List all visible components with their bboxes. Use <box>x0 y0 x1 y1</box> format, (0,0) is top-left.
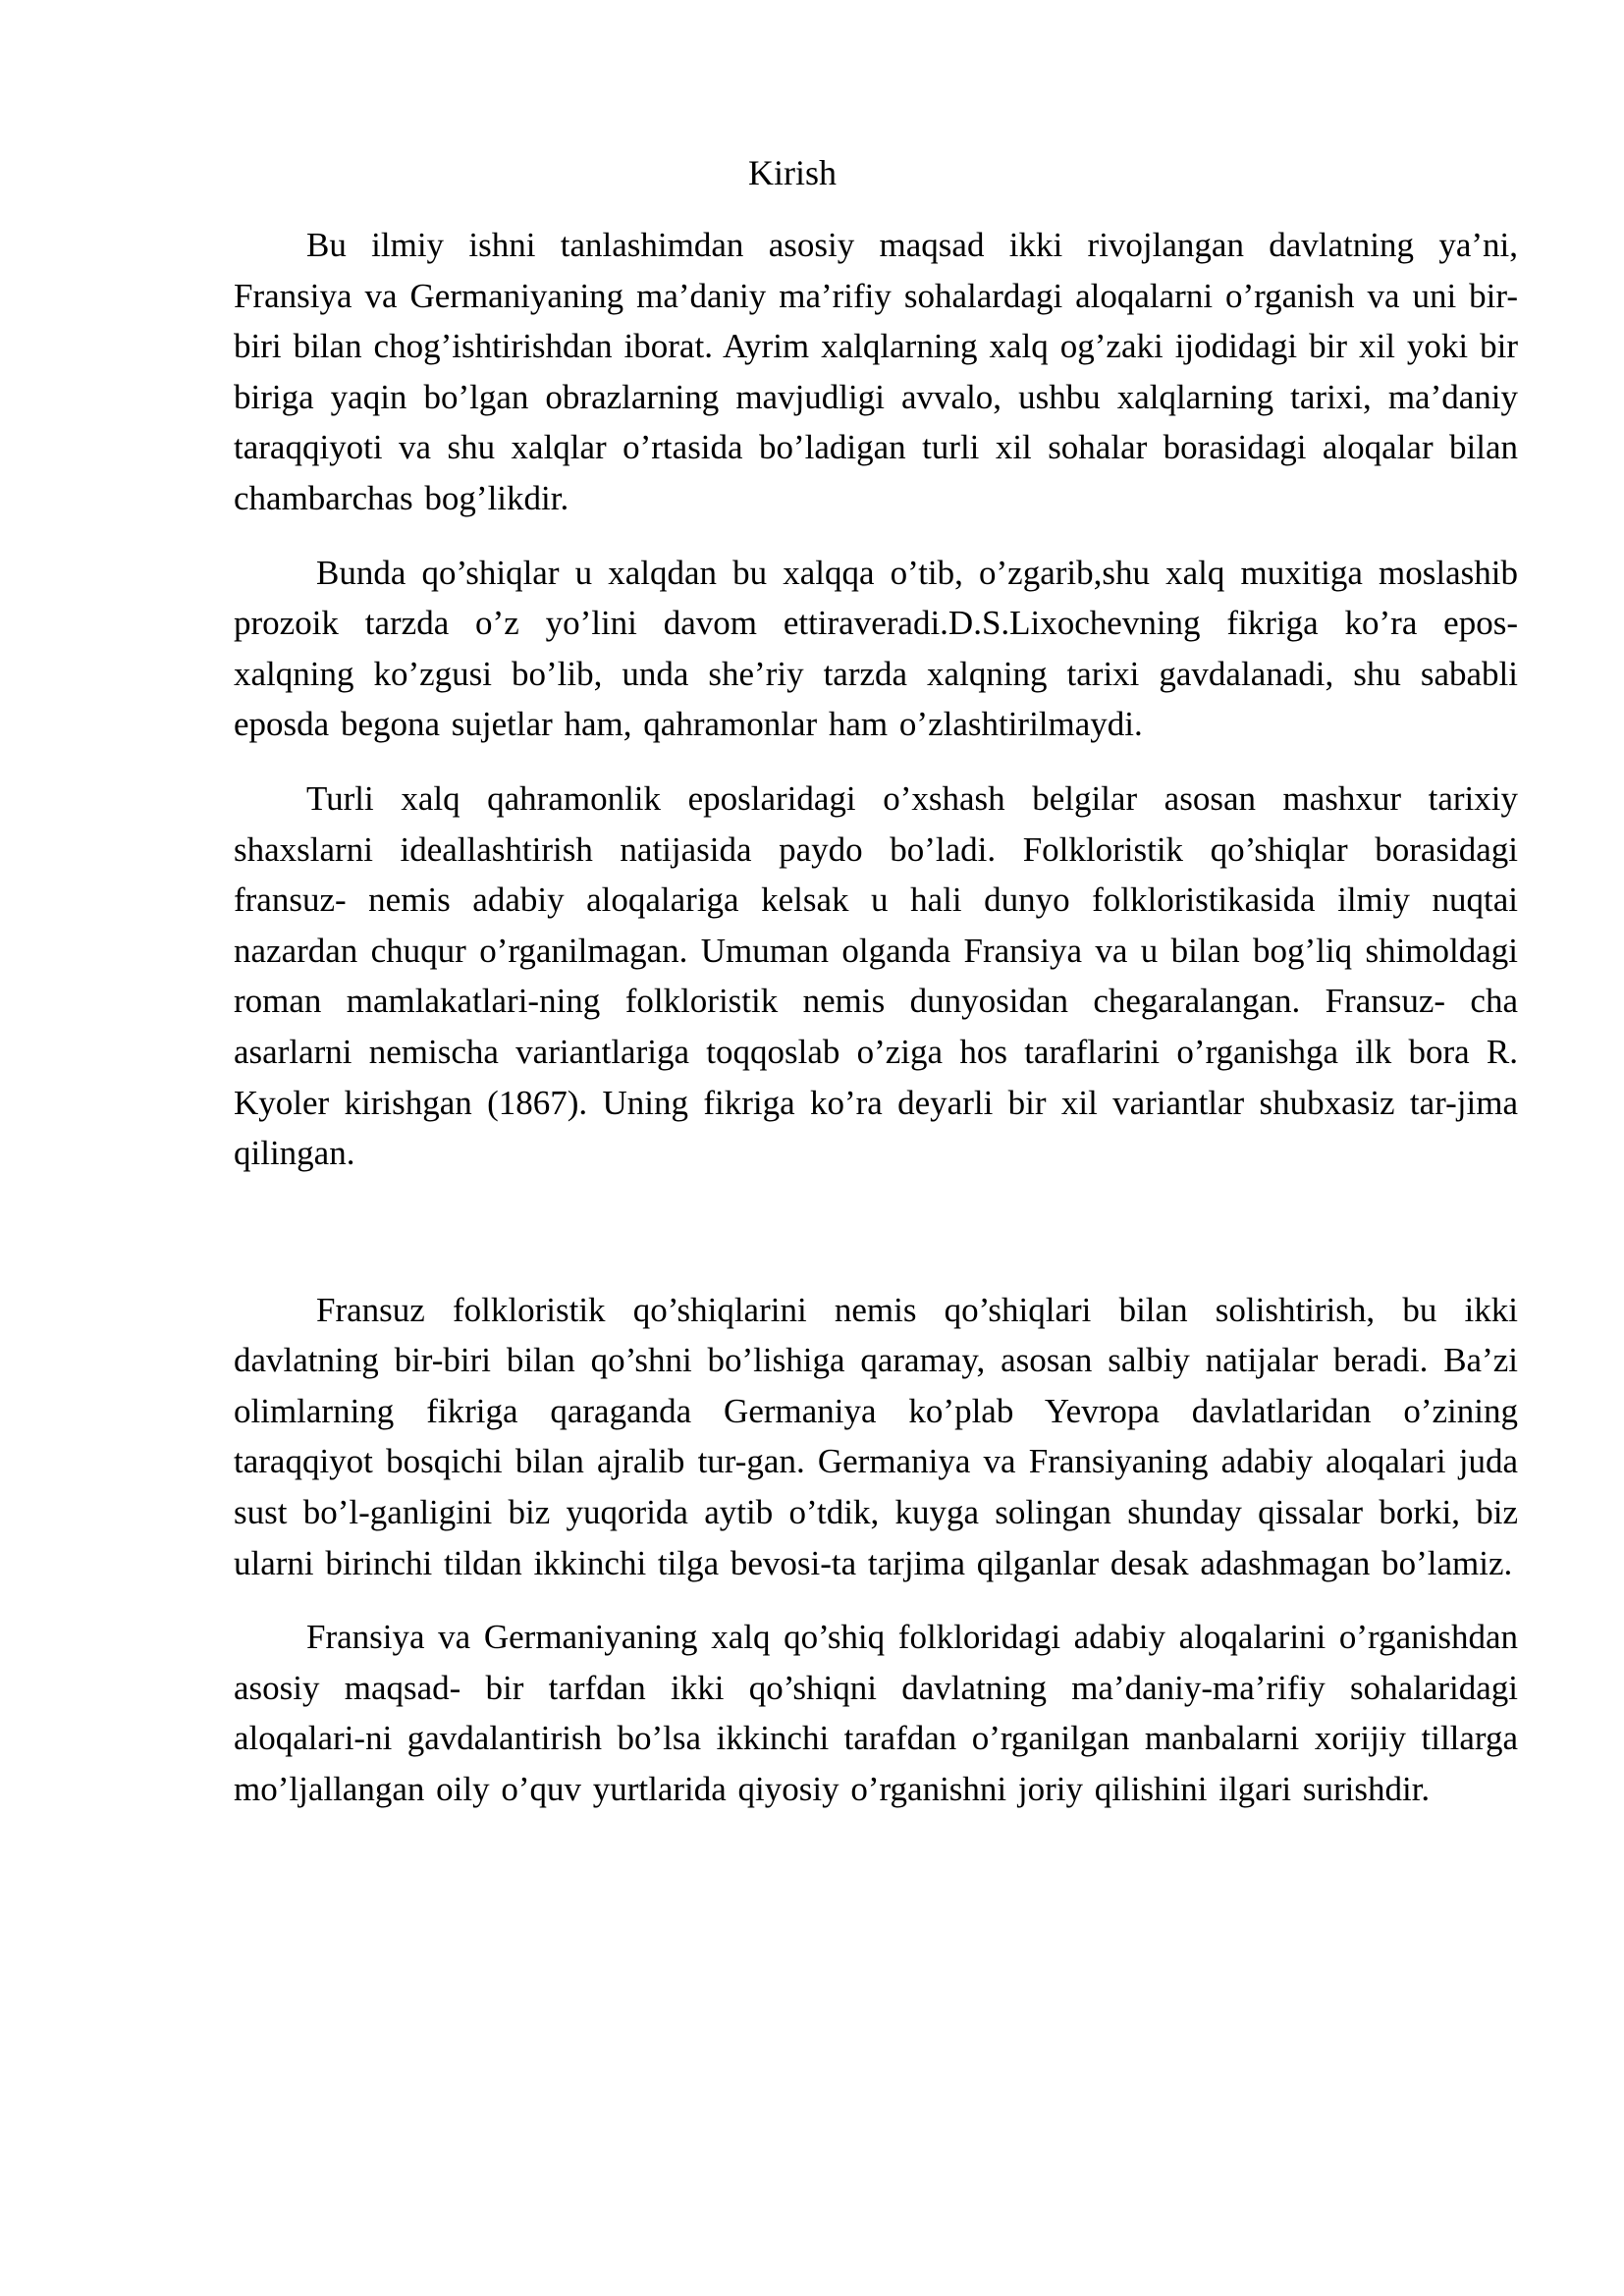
paragraph-4: Fransuz folkloristik qo’shiqlarini nemis qo’shiqlari bilan solishtirish, bu ikki davlatning bir-biri bilan qo’shni bo’lishiga qaramay, asosan salbiy natijalar beradi. Ba’zi olimlarning fikriga qaraganda Germaniya ko’plab Yevropa davlatlaridan o’zining taraqqiyot bosqichi bilan ajralib tur-gan. Germaniya va Fransiyaning adabiy aloqalari juda sust bo’l-ganligini biz yuqorida aytib o’tdik, kuyga solingan shunday qissalar borki, biz ularni birinchi tildan ikkinchi tilga bevosi-ta tarjima qilganlar desak adashmagan bo’lamiz. <box>234 1290 1518 1582</box>
paragraph-3: Turli xalq qahramonlik eposlaridagi o’xshash belgilar asosan mashxur tarixiy shaxslarni ideallashtirish natijasida paydo bo’ladi. Folkloristik qo’shiqlar borasidagi fransuz- nemis adabiy aloqalariga kelsak u hali dunyo folkloristikasida ilmiy nuqtai nazardan chuqur o’rganilmagan. Umuman olganda Fransiya va u bilan bog’liq shimoldagi roman mamlakatlari-ning folkloristik nemis dunyosidan chegaralangan. Fransuz- cha asarlarni nemischa variantlariga toqqoslab o’ziga hos taraflarini o’rganishga ilk bora R. Kyoler kirishgan (1867). Uning fikriga ko’ra deyarli bir xil variantlar shubxasiz tar-jima qilingan. <box>234 778 1518 1173</box>
document-page <box>234 147 1518 1839</box>
paragraph-1: Bu ilmiy ishni tanlashimdan asosiy maqsad ikki rivojlangan davlatning ya’ni, Fransiya va Germaniyaning ma’daniy ma’rifiy sohalardagi aloqalarni o’rganish va uni bir-biri bilan chog’ishtirishdan iborat. Ayrim xalqlarning xalq og’zaki ijodidagi bir xil yoki bir biriga yaqin bo’lgan obrazlarning mavjudligi avvalo, ushbu xalqlarning tarixi, ma’daniy taraqqiyoti va shu xalqlar o’rtasida bo’ladigan turli xil sohalar borasidagi aloqalar bilan chambarchas bog’likdir. <box>234 226 1518 517</box>
paragraph-2: Bunda qo’shiqlar u xalqdan bu xalqqa o’tib, o’zgarib,shu xalq muxitiga moslashib prozoik tarzda o’z yo’lini davom ettiraveradi.D.S.Lixochevning fikriga ko’ra epos-xalqning ko’zgusi bo’lib, unda she’riy tarzda xalqning tarixi gavdalanadi, shu sababli eposda begona sujetlar ham, qahramonlar ham o’zlashtirilmaydi. <box>234 553 1518 744</box>
section-gap <box>234 1202 1518 1285</box>
paragraph-5: Fransiya va Germaniyaning xalq qo’shiq folkloridagi adabiy aloqalarini o’rganishdan asosiy maqsad- bir tarfdan ikki qo’shiqni davlatning ma’daniy-ma’rifiy sohalaridagi aloqalari-ni gavdalantirish bo’lsa ikkinchi tarafdan o’rganilgan manbalarni xorijiy tillarga mo’ljallangan oily o’quv yurtlarida qiyosiy o’rganishni joriy qilishini ilgari surishdir. <box>234 1618 1518 1809</box>
document-title: Kirish <box>748 153 837 192</box>
